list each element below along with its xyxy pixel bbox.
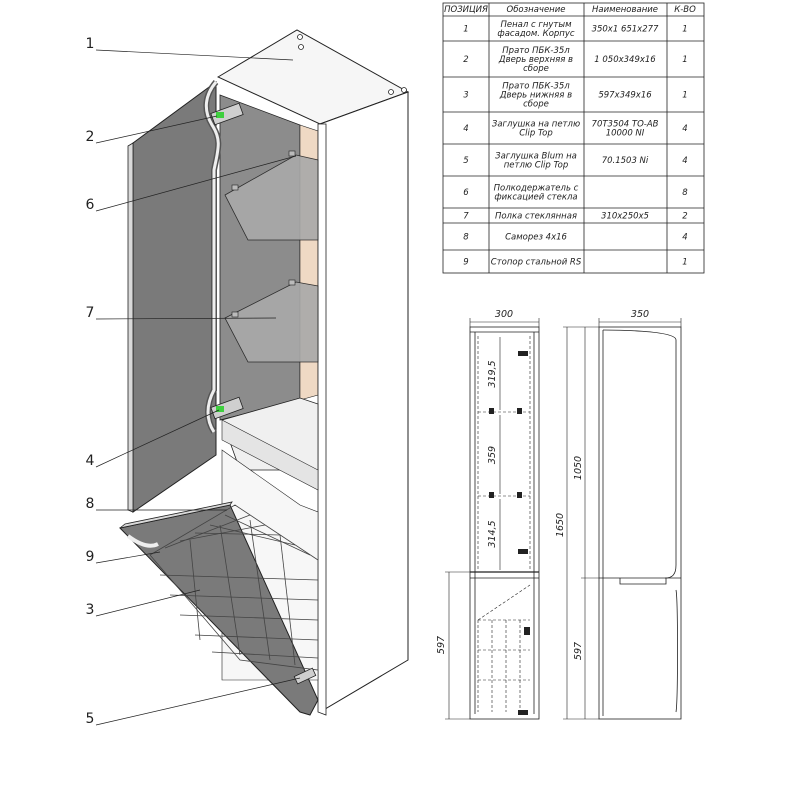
callout-8: 8 bbox=[85, 496, 95, 512]
row-designation-line: петлю Clip Top bbox=[503, 160, 569, 171]
isometric-view bbox=[120, 30, 408, 715]
row-qty: 1 bbox=[682, 55, 688, 65]
row-name-line: 597х349х16 bbox=[598, 90, 652, 101]
callout-9: 9 bbox=[85, 549, 95, 565]
row-designation-line: фасадом. Корпус bbox=[497, 29, 575, 39]
row-qty: 1 bbox=[682, 90, 688, 101]
row-designation-line: Полка стеклянная bbox=[494, 211, 578, 222]
row-position: 5 bbox=[463, 156, 469, 166]
dim-lower-height-side: 597 bbox=[573, 641, 584, 661]
dim-upper-height: 1050 bbox=[573, 455, 584, 481]
row-name-line: 1 050х349х16 bbox=[594, 55, 656, 65]
row-position: 2 bbox=[463, 55, 469, 65]
dim-side-width: 350 bbox=[630, 309, 650, 320]
row-name-line: 70.1503 Ni bbox=[601, 156, 649, 166]
row-designation-line: Заглушка Blum на bbox=[495, 151, 577, 162]
row-qty: 2 bbox=[682, 211, 688, 222]
callout-1: 1 bbox=[85, 36, 95, 52]
row-position: 1 bbox=[463, 24, 469, 35]
callout-numbers bbox=[86, 36, 95, 727]
callout-5: 5 bbox=[85, 711, 95, 727]
row-name-line: 350х1 651х277 bbox=[591, 24, 659, 35]
row-qty: 8 bbox=[682, 188, 688, 198]
dim-total-height: 1650 bbox=[555, 512, 566, 538]
row-name-line: 10000 NI bbox=[605, 128, 645, 139]
cabinet-interior-upper bbox=[220, 95, 300, 420]
dim-shelf-gap-top: 319,5 bbox=[487, 360, 498, 388]
header-designation: Обозначение bbox=[506, 5, 566, 15]
callout-4: 4 bbox=[85, 453, 95, 469]
row-qty: 4 bbox=[682, 232, 688, 243]
side-view bbox=[599, 327, 681, 719]
spec-table bbox=[443, 3, 704, 273]
row-designation-line: Заглушка на петлю bbox=[491, 119, 581, 130]
row-designation-line: сборе bbox=[523, 64, 549, 74]
row-position: 8 bbox=[463, 232, 469, 243]
callout-2: 2 bbox=[85, 129, 95, 145]
row-qty: 4 bbox=[682, 156, 688, 166]
callout-3: 3 bbox=[85, 602, 95, 618]
header-position: ПОЗИЦИЯ bbox=[444, 5, 488, 15]
header-qty: К-ВО bbox=[674, 5, 696, 15]
dim-shelf-gap-middle: 359 bbox=[487, 445, 498, 465]
dim-front-width: 300 bbox=[494, 309, 514, 320]
row-position: 7 bbox=[463, 211, 469, 222]
row-designation-line: Clip Top bbox=[519, 128, 553, 139]
callout-7: 7 bbox=[85, 305, 95, 321]
row-name-line: 310х250х5 bbox=[601, 211, 649, 222]
row-qty: 1 bbox=[682, 257, 688, 268]
row-designation-line: сборе bbox=[523, 99, 549, 110]
row-position: 4 bbox=[463, 124, 469, 134]
row-position: 6 bbox=[463, 188, 469, 198]
row-designation-line: Стопор стальной RS bbox=[490, 257, 582, 268]
row-position: 3 bbox=[463, 90, 469, 101]
dim-shelf-gap-bottom: 314,5 bbox=[487, 520, 498, 548]
row-name-line: 70Т3504 ТО-АВ bbox=[591, 119, 659, 130]
row-qty: 1 bbox=[682, 24, 688, 35]
row-designation-line: Полкодержатель с bbox=[493, 183, 579, 194]
row-designation-line: Саморез 4х16 bbox=[505, 232, 567, 243]
row-designation-line: Дверь верхняя в bbox=[498, 55, 574, 65]
upper-door bbox=[133, 82, 216, 512]
row-position: 9 bbox=[463, 257, 469, 268]
cabinet-side-panel bbox=[320, 92, 408, 712]
row-designation-line: Прато ПБК-35л bbox=[502, 46, 570, 56]
row-designation-line: Пенал с гнутым bbox=[500, 20, 572, 30]
cabinet-front-edge bbox=[318, 124, 326, 715]
spec-table-text bbox=[444, 5, 696, 268]
callout-6: 6 bbox=[85, 197, 95, 213]
header-name: Наименование bbox=[591, 5, 659, 15]
front-view bbox=[470, 327, 539, 719]
dim-lower-height-front: 597 bbox=[436, 635, 447, 655]
row-qty: 4 bbox=[682, 124, 688, 134]
row-designation-line: фиксацией стекла bbox=[494, 192, 578, 203]
row-designation-line: Прато ПБК-35л bbox=[502, 81, 570, 92]
row-designation-line: Дверь нижняя в bbox=[499, 90, 573, 101]
